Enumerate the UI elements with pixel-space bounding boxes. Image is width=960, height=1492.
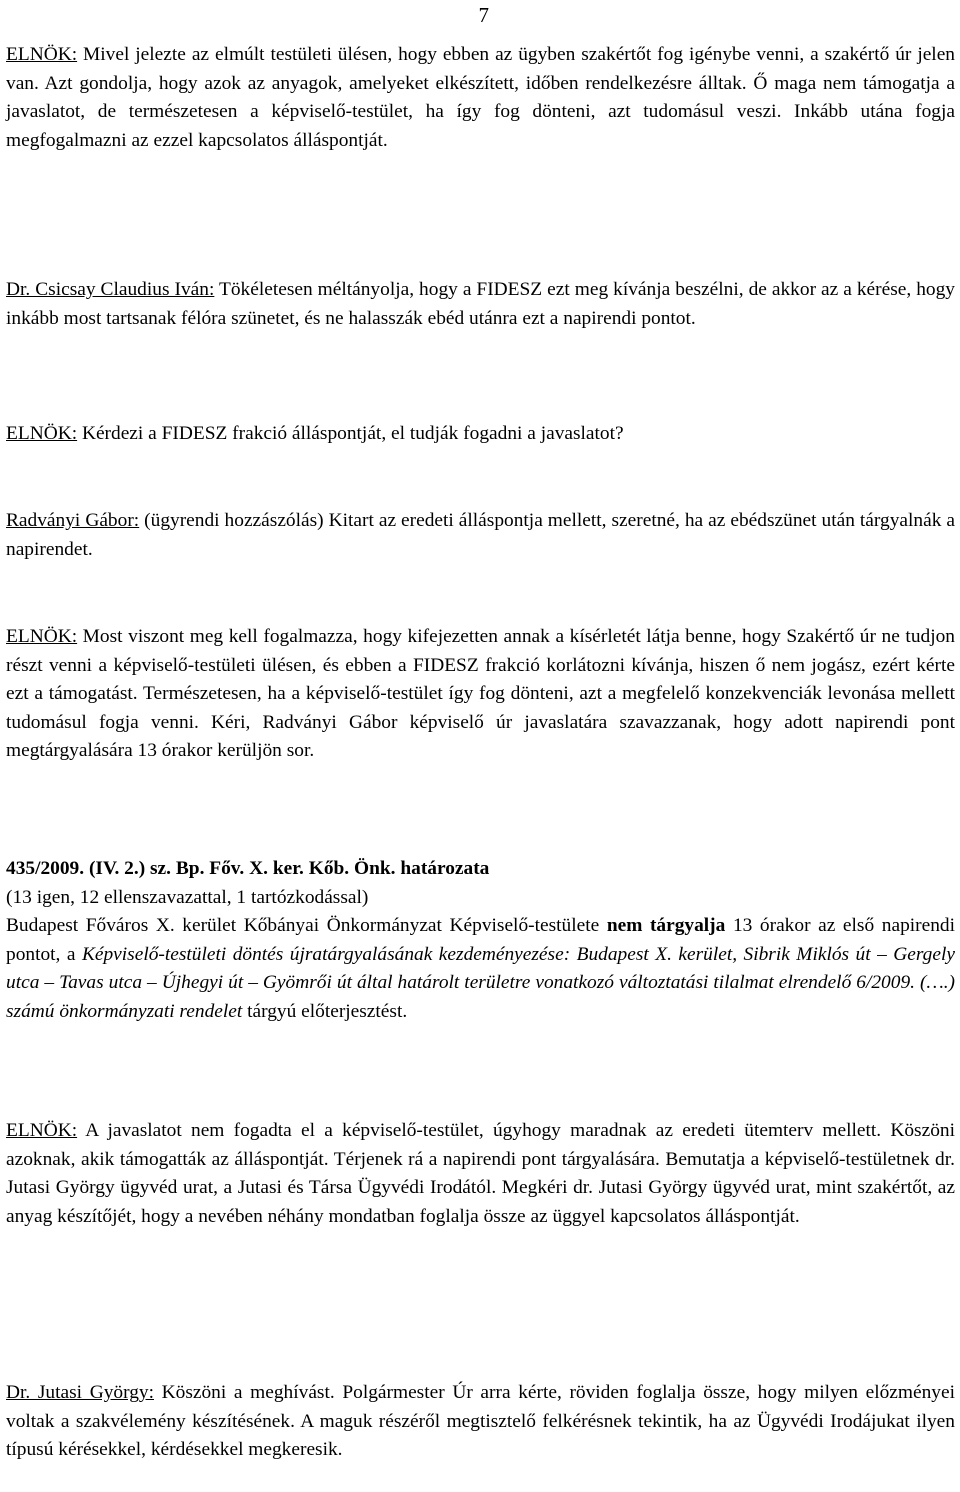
paragraph-elnok-1 bbox=[6, 41, 955, 155]
paragraph-text: Kérdezi a FIDESZ frakció álláspontját, el tudják fogadni a javaslatot? bbox=[77, 423, 624, 444]
resolution-body-start: Budapest Főváros X. kerület Kőbányai Önkormányzat Képviselő-testülete bbox=[6, 915, 607, 936]
paragraph-elnok-2 bbox=[6, 420, 955, 449]
paragraph-text: Köszöni a meghívást. Polgármester Úr arra kérte, röviden foglalja össze, hogy milyen előzményei voltak a szakvélemény készítésének. A maguk részéről megtisztelő felkérésnek tekintik, ha az Ügyvédi Irodájukat ilyen típusú kérésekkel, kérdésekkel megkeresik. bbox=[6, 1382, 955, 1460]
paragraph-text: Most viszont meg kell fogalmazza, hogy kifejezetten annak a kísérletét látja benne, hogy Szakértő úr ne tudjon részt venni a képviselő-testületi ülésen, és ebben a FIDESZ frakció korlátozni kívánja, hiszen ő nem jogász, ezért kérte ezt a támogatást. Természetesen, ha a képviselő-testület így fog dönteni, azt a megfelelő konzekvenciák levonása mellett tudomásul fogja venni. Kéri, Radványi Gábor képviselő úr javaslatára szavazzanak, hogy adott napirendi pont megtárgyalására 13 órakor kerüljön sor. bbox=[6, 626, 955, 761]
paragraph-text: (ügyrendi hozzászólás) Kitart az eredeti álláspontja mellett, szeretné, ha az ebédszünet után tárgyalnák a napirendet. bbox=[6, 510, 955, 560]
paragraph-elnok-4 bbox=[6, 1117, 955, 1231]
resolution-votes: (13 igen, 12 ellenszavazattal, 1 tartózkodással) bbox=[6, 886, 369, 908]
paragraph-text: Mivel jelezte az elmúlt testületi ülésen, hogy ebben az ügyben szakértőt fog igénybe venni, a szakértő úr jelen van. Azt gondolja, hogy azok az anyagok, amelyeket elkészített, időben rendelkezésre álltak. Ő maga nem támogatja a javaslatot, de természetesen a képviselő-testület, ha így fog dönteni, azt tudomásul veszi. Inkább utána fogja megfogalmazni az ezzel kapcsolatos álláspontját. bbox=[6, 44, 955, 151]
resolution-title: 435/2009. (IV. 2.) sz. Bp. Főv. X. ker. Kőb. Önk. határozata bbox=[6, 858, 490, 879]
resolution-subject: Képviselő-testületi döntés újratárgyalásának kezdeményezése: Budapest X. kerület, Sibrik Miklós út – Gergely utca – Tavas utca – Újhegyi út – Gyömrői út által határolt területre vonatkozó változtatási tilalmat elrendelő 6/2009. (….) számú önkormányzati rendelet bbox=[6, 943, 955, 1022]
speaker-label: Radványi Gábor: bbox=[6, 510, 140, 531]
paragraph-csicsay bbox=[6, 276, 955, 333]
speaker-label: ELNÖK: bbox=[6, 423, 78, 444]
speaker-label: ELNÖK: bbox=[6, 44, 78, 65]
paragraph-jutasi bbox=[6, 1379, 955, 1465]
page-number: 7 bbox=[478, 3, 489, 27]
paragraph-elnok-3 bbox=[6, 623, 955, 766]
resolution-block bbox=[6, 855, 955, 1026]
resolution-body-end: tárgyú előterjesztést. bbox=[242, 1000, 408, 1022]
speaker-label: ELNÖK: bbox=[6, 626, 78, 647]
resolution-body bbox=[6, 912, 955, 1026]
speaker-label: Dr. Csicsay Claudius Iván: bbox=[6, 279, 215, 300]
paragraph-radvanyi bbox=[6, 507, 955, 564]
speaker-label: Dr. Jutasi György: bbox=[6, 1382, 154, 1403]
resolution-body-mid: 13 órakor az első napirendi pontot, a bbox=[6, 915, 955, 965]
speaker-label: ELNÖK: bbox=[6, 1120, 78, 1141]
paragraph-text: Tökéletesen méltányolja, hogy a FIDESZ ezt meg kívánja beszélni, de akkor az a kérése, hogy inkább most tartsanak félóra szünetet, és ne halasszák ebéd utánra ezt a napirendi pontot. bbox=[6, 279, 955, 329]
paragraph-text: A javaslatot nem fogadta el a képviselő-testület, úgyhogy maradnak az eredeti ütemterv mellett. Köszöni azoknak, akik támogatták az álláspontját. Térjenek rá a napirendi pont tárgyalására. Bemutatja a képviselő-testületnek dr. Jutasi György ügyvéd urat, a Jutasi és Társa Ügyvédi Irodától. Megkéri dr. Jutasi György ügyvéd urat, mint szakértőt, az anyag készítőjét, hogy a nevében néhány mondatban foglalja össze az üggyel kapcsolatos álláspontját. bbox=[6, 1120, 955, 1227]
resolution-decision: nem tárgyalja bbox=[606, 915, 726, 936]
